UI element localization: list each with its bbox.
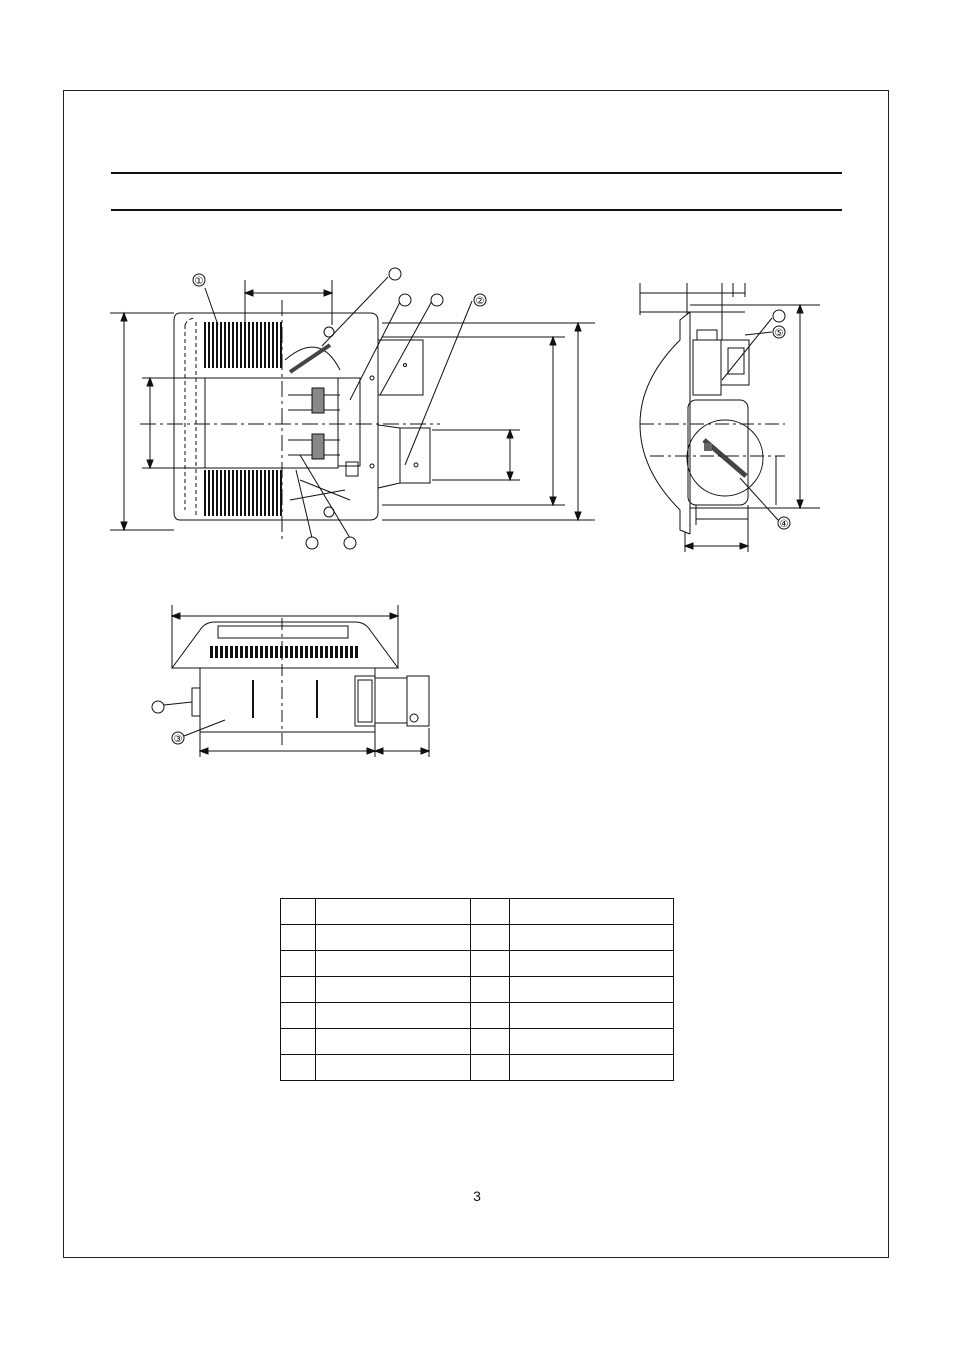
table-cell <box>316 951 471 977</box>
table-cell <box>316 1003 471 1029</box>
table-cell <box>510 977 674 1003</box>
table-cell <box>281 951 316 977</box>
table-row <box>281 1029 674 1055</box>
table-cell <box>471 925 510 951</box>
table-cell <box>471 951 510 977</box>
table-cell <box>510 1003 674 1029</box>
callout-4-label: ④ <box>779 519 789 530</box>
table-row <box>281 1003 674 1029</box>
callout-blank-a <box>389 268 401 280</box>
callout-3-label: ③ <box>173 734 183 745</box>
callout-2-label: ② <box>475 296 485 307</box>
callout-blank-d <box>306 537 318 549</box>
table-row <box>281 951 674 977</box>
table-row <box>281 899 674 925</box>
table-cell <box>510 951 674 977</box>
parts-table <box>280 898 674 1081</box>
table-cell <box>510 1055 674 1081</box>
front-view <box>110 277 595 540</box>
callout-blank-g <box>152 701 164 713</box>
callout-blank-e <box>344 537 356 549</box>
table-cell <box>316 977 471 1003</box>
table-cell <box>281 925 316 951</box>
table-cell <box>281 899 316 925</box>
table-cell <box>316 1029 471 1055</box>
table-row <box>281 977 674 1003</box>
table-cell <box>471 899 510 925</box>
table-row <box>281 1055 674 1081</box>
table-cell <box>510 899 674 925</box>
table-cell <box>281 977 316 1003</box>
table-cell <box>471 1029 510 1055</box>
table-cell <box>316 899 471 925</box>
side-view <box>640 283 820 552</box>
table-cell <box>316 925 471 951</box>
table-row <box>281 925 674 951</box>
callout-blank-c <box>431 294 443 306</box>
table-cell <box>471 1003 510 1029</box>
table-cell <box>281 1055 316 1081</box>
table-cell <box>510 925 674 951</box>
callout-blank-f <box>773 310 785 322</box>
table-cell <box>471 977 510 1003</box>
page-number: 3 <box>473 1188 481 1204</box>
callout-1-label: ① <box>194 276 204 287</box>
top-view <box>164 605 429 757</box>
table-cell <box>316 1055 471 1081</box>
table-cell <box>281 1029 316 1055</box>
table-cell <box>471 1055 510 1081</box>
table-cell <box>281 1003 316 1029</box>
callout-blank-b <box>399 294 411 306</box>
callout-5-label: ⑤ <box>774 328 784 339</box>
table-cell <box>510 1029 674 1055</box>
